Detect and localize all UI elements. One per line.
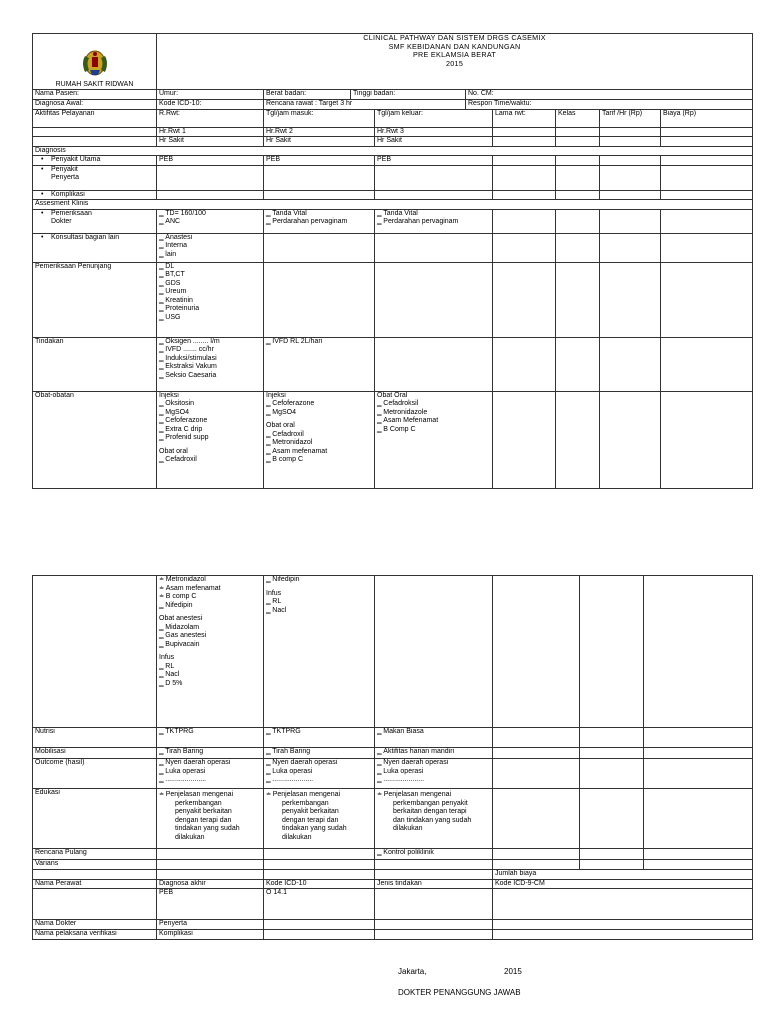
hospital-emblem-icon	[80, 48, 110, 78]
injeksi-heading-2: Injeksi	[266, 391, 286, 399]
clinical-pathway-table-page2	[32, 575, 753, 940]
clinical-pathway-table-page1	[32, 33, 753, 489]
penyakit-penyerta-label-2: Penyerta	[51, 174, 80, 181]
checkbox-cefoferazone-2[interactable]: ▁ Cefoferazone	[266, 400, 372, 409]
checkbox-metronidazole-3[interactable]: ▁ Metronidazole	[377, 409, 490, 418]
checkbox-cefadroxil-1[interactable]: ▁ Cefadroxil	[159, 456, 261, 465]
checkbox-interna[interactable]: ▁ Interna	[159, 242, 261, 251]
checkbox-tktprg-2[interactable]: ▁ TKTPRG	[266, 728, 301, 735]
diagnosa-akhir-value: PEB	[157, 889, 264, 920]
checkbox-mgso4-1[interactable]: ▁ MgSO4	[159, 409, 261, 418]
edukasi-1-line-3: penyakit berkaitan	[175, 808, 232, 815]
diagnosis-section-label: Diagnosis	[33, 146, 753, 156]
checkbox-cefadroksil-3[interactable]: ▁ Cefadroksil	[377, 400, 490, 409]
pemeriksaan-penunjang-label: Pemeriksaan Penunjang	[33, 262, 157, 337]
checkbox-usg[interactable]: ▁ USG	[159, 314, 261, 323]
checkbox-tanda-vital-2[interactable]: ▁ Tanda Vital	[266, 210, 372, 219]
umur-label: Umur:	[157, 90, 264, 100]
penyerta-label: Penyerta	[157, 920, 264, 930]
no-cm-label: No. CM:	[466, 90, 753, 100]
checkbox-luka-1[interactable]: ▁ Luka operasi	[159, 768, 261, 777]
nama-perawat-label: Nama Perawat	[33, 879, 157, 889]
obat-oral-heading-3: Obat Oral	[377, 391, 408, 399]
checkbox-metronidazol-p2[interactable]: ≐ Metronidazol	[159, 576, 261, 585]
edukasi-1-line-6: dilakukan	[175, 833, 205, 841]
obat-obatan-label: Obat-obatan	[33, 391, 157, 488]
title-line-2: SMF KEBIDANAN DAN KANDUNGAN	[388, 41, 521, 51]
checkbox-asam-mefenamat-p2[interactable]: ≐ Asam mefenamat	[159, 585, 261, 594]
infus-heading-2: Infus	[266, 589, 282, 597]
checkbox-b-comp-c-3[interactable]: ▁ B Comp C	[377, 426, 490, 435]
checkbox-perdarahan-2[interactable]: ▁ Perdarahan pervaginam	[266, 218, 372, 227]
tarif-label: Tarif /Hr (Rp)	[600, 109, 661, 127]
checkbox-makan-biasa[interactable]: ▁ Makan Biasa	[377, 728, 424, 735]
hari-rawat-3: Hr.Rwt 3	[375, 127, 493, 137]
checkbox-nifedipin-2[interactable]: ▁ Nifedipin	[266, 576, 372, 585]
checkbox-kreatinin[interactable]: ▁ Kreatinin	[159, 297, 261, 306]
checkbox-extra-c-drip[interactable]: ▁ Extra C drip	[159, 426, 261, 435]
assesment-section-label: Assesment Klinis	[33, 200, 753, 210]
edukasi-2-line-1[interactable]: ≐ Penjelasan mengenai	[266, 791, 372, 800]
jenis-tindakan-label: Jenis tindakan	[375, 879, 493, 889]
edukasi-3-line-1[interactable]: ≐ Penjelasan mengenai	[377, 791, 490, 800]
obat-anestesi-heading: Obat anestesi	[159, 615, 203, 622]
checkbox-dl[interactable]: ▁ DL	[159, 263, 261, 272]
checkbox-midazolam[interactable]: ▁ Midazolam	[159, 624, 261, 633]
checkbox-perdarahan-3[interactable]: ▁ Perdarahan pervaginam	[377, 218, 490, 227]
checkbox-rl-1[interactable]: ▁ RL	[159, 663, 261, 672]
checkbox-anastesi[interactable]: ▁ Anastesi	[159, 234, 261, 243]
edukasi-label: Edukasi	[33, 789, 157, 849]
kode-icd-label: Kode ICD-10:	[157, 99, 264, 109]
edukasi-1-line-1[interactable]: ≐ Penjelasan mengenai	[159, 791, 261, 800]
tgl-masuk-label: Tgl/jam masuk:	[264, 109, 375, 127]
checkbox-b-comp-c-2[interactable]: ▁ B comp C	[266, 456, 372, 465]
checkbox-bupivacain[interactable]: ▁ Bupivacain	[159, 641, 261, 650]
form-title	[157, 34, 753, 90]
checkbox-mgso4-2[interactable]: ▁ MgSO4	[266, 409, 372, 418]
injeksi-heading-1: Injeksi	[159, 391, 179, 399]
diagnosa-awal-label: Diagnosa Awal:	[33, 99, 157, 109]
edukasi-3-line-2: perkembangan penyakit	[393, 799, 468, 807]
edukasi-1-line-2: perkembangan	[175, 799, 222, 807]
diagnosis-peb-2: PEB	[264, 156, 375, 166]
checkbox-rl-2[interactable]: ▁ RL	[266, 598, 372, 607]
checkbox-induksi[interactable]: ▁ Induksi/stimulasi	[159, 355, 261, 364]
checkbox-ivfd-rl[interactable]: ▁ IVFD RL 2L/hari	[266, 338, 372, 347]
checkbox-luka-2[interactable]: ▁ Luka operasi	[266, 768, 372, 777]
title-line-1: CLINICAL PATHWAY DAN SISTEM DRGS CASEMIX	[363, 33, 546, 42]
edukasi-3-line-5: dilakukan	[393, 825, 423, 832]
berat-badan-label: Berat badan:	[264, 90, 351, 100]
pemeriksaan-dokter-label-2: Dokter	[51, 218, 72, 225]
checkbox-nyeri-2[interactable]: ▁ Nyeri daerah operasi	[266, 759, 372, 768]
diagnosis-peb-1: PEB	[157, 156, 264, 166]
hari-rawat-1: Hr.Rwt 1	[157, 127, 264, 137]
checkbox-oksigen[interactable]: ▁ Oksigen ........ l/m	[159, 338, 261, 347]
hospital-name: RUMAH SAKIT RIDWAN	[55, 80, 134, 88]
nama-pelaksana-label: Nama pelaksana verifikasi	[33, 930, 157, 940]
rencana-pulang-label: Rencana Pulang	[33, 849, 157, 860]
checkbox-dots-3[interactable]: ▁ .....................	[377, 776, 490, 785]
tindakan-label: Tindakan	[33, 337, 157, 391]
tgl-keluar-label: Tgl/jam keluar:	[375, 109, 493, 127]
checkbox-d5-1[interactable]: ▁ D 5%	[159, 680, 261, 689]
varians-label: Varians	[33, 860, 157, 870]
checkbox-luka-3[interactable]: ▁ Luka operasi	[377, 768, 490, 777]
checkbox-oksitosin[interactable]: ▁ Oksitosin	[159, 400, 261, 409]
checkbox-nyeri-1[interactable]: ▁ Nyeri daerah operasi	[159, 759, 261, 768]
edukasi-2-line-2: perkembangan	[282, 799, 329, 807]
infus-heading-1: Infus	[159, 654, 175, 661]
biaya-label: Biaya (Rp)	[661, 109, 753, 127]
kode-icd10-label: Kode ICD-10	[264, 879, 375, 889]
hari-rawat-2: Hr.Rwt 2	[264, 127, 375, 137]
penyakit-utama-label: • Penyakit Utama	[35, 156, 100, 163]
checkbox-kontrol-poliklinik[interactable]: ▁ Kontrol poliklinik	[377, 849, 434, 856]
obat-oral-heading-1: Obat oral	[159, 447, 188, 455]
checkbox-dots-1[interactable]: ▁ .....................	[159, 776, 261, 785]
diagnosa-akhir-label: Diagnosa akhir	[157, 879, 264, 889]
diagnosis-peb-3: PEB	[375, 156, 493, 166]
checkbox-nacl-1[interactable]: ▁ Nacl	[159, 671, 261, 680]
hari-sakit-1: Hr Sakit	[157, 137, 264, 147]
checkbox-nacl-2[interactable]: ▁ Nacl	[266, 607, 372, 616]
checkbox-ivfd[interactable]: ▁ IVFD ....... cc/hr	[159, 346, 261, 355]
lama-rawat-label: Lama rwt:	[493, 109, 556, 127]
title-line-4: 2015	[445, 58, 464, 68]
pemeriksaan-dokter-label: • Pemeriksaan	[35, 210, 92, 217]
checkbox-tirah-baring-1[interactable]: ▁ Tirah Baring	[159, 748, 203, 755]
checkbox-proteinuria[interactable]: ▁ Proteinuria	[159, 305, 261, 314]
checkbox-asam-mefenamat-2[interactable]: ▁ Asam mefenamat	[266, 448, 372, 457]
edukasi-2-line-4: dengan terapi dan	[282, 816, 339, 824]
rencana-rawat-label: Rencana rawat : Target 3 hr	[264, 99, 466, 109]
obat-oral-heading-2: Obat oral	[266, 422, 295, 429]
checkbox-td[interactable]: ▁ TD= 160/100	[159, 210, 261, 219]
komplikasi-label: • Komplikasi	[35, 191, 85, 198]
checkbox-ekstraksi-vakum[interactable]: ▁ Ekstraksi Vakum	[159, 363, 261, 372]
checkbox-cefoferazone-1[interactable]: ▁ Cefoferazone	[159, 417, 261, 426]
konsultasi-label: • Konsultasi bagian lain	[35, 234, 119, 241]
footer-year: 2015	[504, 967, 522, 976]
nama-dokter-label: Nama Dokter	[33, 920, 157, 930]
edukasi-3-line-3: berkaitan dengan terapi	[393, 808, 467, 815]
footer-signer: DOKTER PENANGGUNG JAWAB	[398, 988, 521, 997]
nutrisi-label: Nutrisi	[33, 728, 157, 748]
title-line-3: PRE EKLAMSIA BERAT	[412, 50, 497, 60]
tinggi-badan-label: Tinggi badan:	[351, 90, 466, 100]
respon-time-label: Respon Time/waktu:	[466, 99, 753, 109]
edukasi-3-line-4: dan tindakan yang sudah	[393, 816, 472, 824]
checkbox-bt-ct[interactable]: ▁ BT,CT	[159, 271, 261, 280]
edukasi-1-line-5: tindakan yang sudah	[175, 825, 240, 832]
checkbox-metronidazol-2[interactable]: ▁ Metronidazol	[266, 439, 372, 448]
jumlah-biaya-label: Jumlah biaya	[493, 870, 753, 880]
nama-pasien-label: Nama Pasien:	[33, 90, 157, 100]
checkbox-ureum[interactable]: ▁ Ureum	[159, 288, 261, 297]
footer-city: Jakarta,	[398, 967, 427, 976]
checkbox-gas-anestesi[interactable]: ▁ Gas anestesi	[159, 632, 261, 641]
checkbox-aktifitas-mandiri[interactable]: ▁ Aktifitas harian mandiri	[377, 748, 454, 755]
checkbox-tirah-baring-2[interactable]: ▁ Tirah Baring	[266, 748, 310, 755]
kelas-label: Kelas	[556, 109, 600, 127]
penyakit-penyerta-label: • Penyakit	[35, 166, 78, 173]
edukasi-2-line-6: dilakukan	[282, 833, 312, 841]
checkbox-lain[interactable]: ▁ lain	[159, 251, 261, 260]
outcome-label: Outcome (hasil)	[33, 759, 157, 789]
checkbox-asam-mefenamat-3[interactable]: ▁ Asam Mefenamat	[377, 417, 490, 426]
edukasi-1-line-4: dengan terapi dan	[175, 816, 232, 824]
checkbox-nifedipin-p2[interactable]: ▁ Nifedipin	[159, 602, 261, 611]
komplikasi-p2-label: Komplikasi	[157, 930, 264, 940]
hari-sakit-2: Hr Sakit	[264, 137, 375, 147]
edukasi-2-line-5: tindakan yang sudah	[282, 825, 347, 832]
kode-icd10-value: O 14.1	[264, 889, 375, 920]
checkbox-gds[interactable]: ▁ GDS	[159, 280, 261, 289]
mobilisasi-label: Mobilisasi	[33, 748, 157, 759]
checkbox-profenid-supp[interactable]: ▁ Profenid supp	[159, 434, 261, 443]
checkbox-b-comp-c-p2[interactable]: ≐ B comp C	[159, 593, 261, 602]
checkbox-anc[interactable]: ▁ ANC	[159, 218, 261, 227]
hari-sakit-3: Hr Sakit	[375, 137, 493, 147]
checkbox-tanda-vital-3[interactable]: ▁ Tanda Vital	[377, 210, 490, 219]
aktifitas-pelayanan-label: Aktifitas Pelayanan	[33, 109, 157, 127]
ruang-rawat-label: R.Rwt:	[157, 109, 264, 127]
checkbox-seksio-caesaria[interactable]: ▁ Seksio Caesaria	[159, 372, 261, 381]
edukasi-2-line-3: penyakit berkaitan	[282, 808, 339, 815]
checkbox-cefadroxil-2[interactable]: ▁ Cefadroxil	[266, 431, 372, 440]
hospital-logo-cell	[33, 34, 157, 90]
checkbox-nyeri-3[interactable]: ▁ Nyeri daerah operasi	[377, 759, 490, 768]
kode-icd9-label: Kode ICD-9-CM	[493, 879, 753, 889]
checkbox-tktprg-1[interactable]: ▁ TKTPRG	[159, 728, 194, 735]
checkbox-dots-2[interactable]: ▁ .....................	[266, 776, 372, 785]
